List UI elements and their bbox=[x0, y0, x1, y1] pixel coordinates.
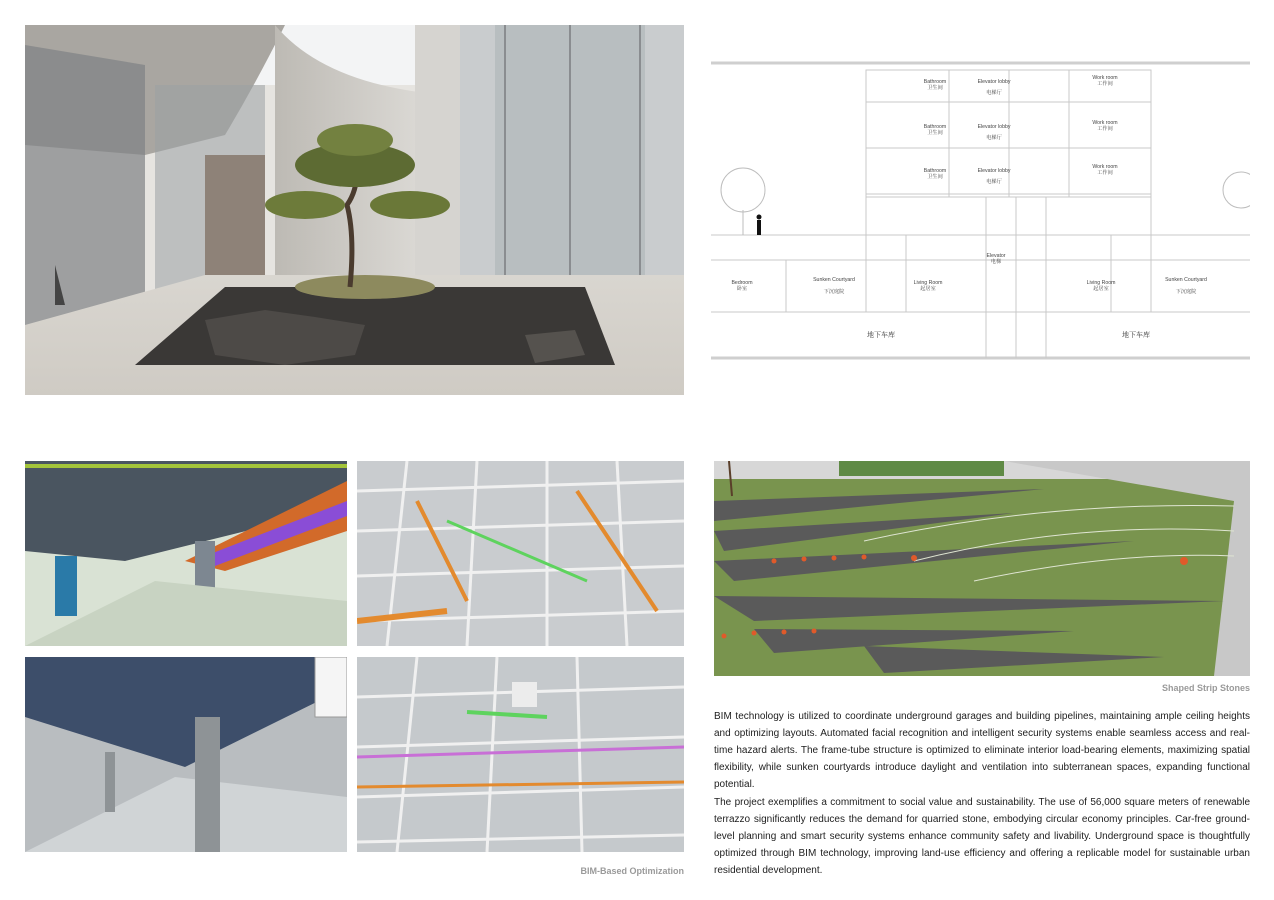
floor3-work-cn: 工作间 bbox=[1097, 81, 1113, 87]
floor1-bathroom-cn: 卫生间 bbox=[927, 174, 943, 180]
floor3-work-label: Work room bbox=[1092, 75, 1118, 81]
bim-render-pipeline-plan-bottom bbox=[357, 657, 684, 852]
bedroom-cn: 卧室 bbox=[736, 286, 748, 292]
caption-bim-based-optimization: BIM-Based Optimization bbox=[580, 866, 684, 876]
floor1-work-cn: 工作间 bbox=[1097, 170, 1113, 176]
floor2-work-label: Work room bbox=[1092, 120, 1118, 126]
sunken-courtyard-left-cn: 下沉庭院 bbox=[823, 289, 845, 295]
sunken-courtyard-right-cn: 下沉庭院 bbox=[1175, 289, 1197, 295]
floor3-bathroom-cn: 卫生间 bbox=[927, 85, 943, 91]
floor1-elevator-label: Elevator lobby bbox=[977, 168, 1011, 174]
bim-render-garage-interior bbox=[25, 657, 347, 852]
sunken-courtyard-left-label: Sunken Courtyard bbox=[813, 277, 855, 283]
courtyard-illustration bbox=[25, 25, 684, 395]
floor3-bathroom-label: Bathroom bbox=[923, 79, 947, 85]
living-room-left-label: Living Room bbox=[913, 280, 943, 286]
bim-render-pipeline-plan-top bbox=[357, 461, 684, 646]
floor1-bathroom-label: Bathroom bbox=[923, 168, 947, 174]
floor2-work-cn: 工作间 bbox=[1097, 126, 1113, 132]
caption-shaped-strip-stones: Shaped Strip Stones bbox=[1161, 683, 1250, 693]
garage-right-label: 地下车库 bbox=[1122, 332, 1150, 339]
floor3-elevator-label: Elevator lobby bbox=[977, 79, 1011, 85]
section-svg bbox=[711, 60, 1250, 362]
living-room-left-cn: 起居室 bbox=[920, 286, 936, 292]
floor1-elevator-cn: 电梯厅 bbox=[986, 179, 1002, 185]
elevator-cn: 电梯 bbox=[990, 259, 1002, 265]
garage-left-label: 地下车库 bbox=[867, 332, 895, 339]
floor1-work-label: Work room bbox=[1092, 164, 1118, 170]
strip-stones-render bbox=[714, 461, 1250, 676]
paragraph-social-value: The project exemplifies a commitment to social value and sustainability. The use of 56,000 square meters of renewable terrazzo significantly reduces the demand for quarried stone, embodying circular economy principles. Car-free ground-level planning and smart security systems enhance community safety and livability. Underground space is thoughtfully optimized through BIM technology, improving land-use efficiency and offering a replicable model for sustainable urban residential development. bbox=[714, 797, 1250, 876]
bim-render-garage-pipes bbox=[25, 461, 347, 646]
courtyard-render bbox=[25, 25, 684, 395]
paragraph-bim-technology: BIM technology is utilized to coordinate underground garages and building pipelines, maintaining ample ceiling heights and optimizing layouts. Automated facial recognition and intelligent security systems enable seamless access and real-time hazard alerts. The frame-tube structure is optimized to eliminate interior load-bearing elements, maximizing spatial flexibility, while sunken courtyards introduce daylight and ventilation into subterranean spaces, expanding functional potential. bbox=[714, 711, 1250, 790]
living-room-right-cn: 起居室 bbox=[1093, 286, 1109, 292]
floor2-bathroom-cn: 卫生间 bbox=[927, 130, 943, 136]
sunken-courtyard-right-label: Sunken Courtyard bbox=[1165, 277, 1207, 283]
building-section-drawing bbox=[711, 60, 1250, 362]
living-room-right-label: Living Room bbox=[1086, 280, 1116, 286]
floor3-elevator-cn: 电梯厅 bbox=[986, 90, 1002, 96]
floor2-bathroom-label: Bathroom bbox=[923, 124, 947, 130]
floor2-elevator-label: Elevator lobby bbox=[977, 124, 1011, 130]
bedroom-label: Bedroom bbox=[731, 280, 753, 286]
floor2-elevator-cn: 电梯厅 bbox=[986, 135, 1002, 141]
elevator-label: Elevator bbox=[986, 253, 1006, 259]
